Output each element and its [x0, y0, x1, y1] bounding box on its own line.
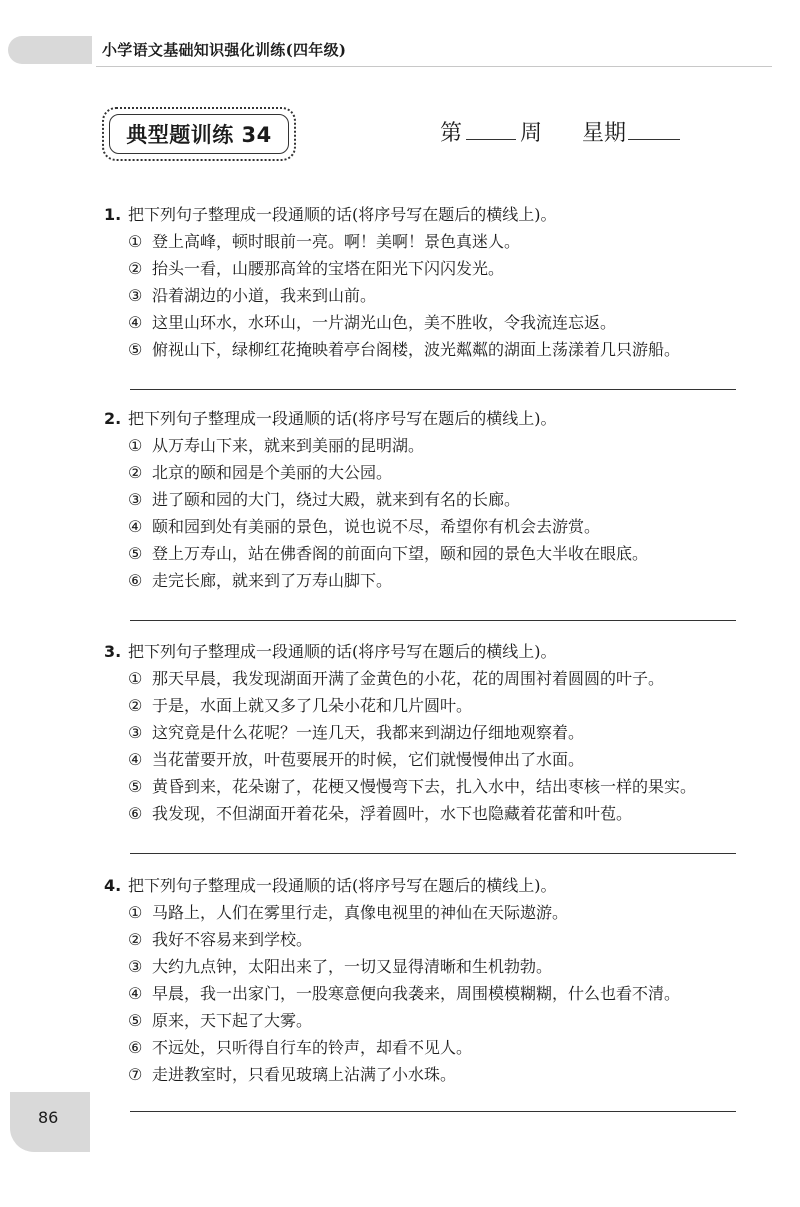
question-prompt	[104, 872, 680, 899]
list-item	[104, 255, 680, 282]
list-item	[104, 953, 680, 980]
list-item	[104, 1034, 680, 1061]
list-item	[104, 567, 648, 594]
question-text: 把下列句子整理成一段通顺的话(将序号写在题后的横线上)。	[128, 409, 557, 428]
item-text: 不远处，只听得自行车的铃声，却看不见人。	[152, 1038, 473, 1057]
week-label: 周	[520, 121, 543, 146]
question-prompt	[104, 638, 696, 665]
answer-line-3[interactable]	[130, 853, 736, 854]
list-item	[104, 1061, 680, 1088]
list-item	[104, 309, 680, 336]
answer-line-2[interactable]	[130, 620, 736, 621]
list-item	[104, 980, 680, 1007]
item-text: 走完长廊，就来到了万寿山脚下。	[152, 571, 393, 590]
item-marker: ⑤	[128, 777, 143, 796]
week-date-field	[440, 116, 680, 147]
item-marker: ①	[128, 669, 143, 688]
item-text: 北京的颐和园是个美丽的大公园。	[152, 463, 393, 482]
item-marker: ③	[128, 490, 143, 509]
list-item	[104, 899, 680, 926]
list-item	[104, 746, 696, 773]
item-text: 抬头一看，山腰那高耸的宝塔在阳光下闪闪发光。	[152, 259, 505, 278]
item-text: 进了颐和园的大门，绕过大殿，就来到有名的长廊。	[152, 490, 521, 509]
item-text: 从万寿山下来，就来到美丽的昆明湖。	[152, 436, 425, 455]
question-number: 2.	[104, 409, 122, 428]
question-3	[104, 638, 696, 827]
question-text: 把下列句子整理成一段通顺的话(将序号写在题后的横线上)。	[128, 876, 557, 895]
item-text: 当花蕾要开放，叶苞要展开的时候，它们就慢慢伸出了水面。	[152, 750, 585, 769]
question-prompt	[104, 405, 648, 432]
item-marker: ④	[128, 517, 143, 536]
item-marker: ①	[128, 903, 143, 922]
list-item	[104, 459, 648, 486]
weekday-blank[interactable]	[628, 117, 680, 140]
item-text: 俯视山下，绿柳红花掩映着亭台阁楼，波光粼粼的湖面上荡漾着几只游船。	[152, 340, 681, 359]
item-marker: ⑥	[128, 804, 143, 823]
question-number: 3.	[104, 642, 122, 661]
list-item	[104, 228, 680, 255]
question-number: 1.	[104, 205, 122, 224]
item-text: 登上万寿山，站在佛香阁的前面向下望，颐和园的景色大半收在眼底。	[152, 544, 649, 563]
answer-line-1[interactable]	[130, 389, 736, 390]
item-marker: ⑤	[128, 544, 143, 563]
page-number: 86	[38, 1108, 59, 1127]
item-marker: ④	[128, 984, 143, 1003]
week-prefix: 第	[440, 121, 463, 146]
question-4	[104, 872, 680, 1088]
item-text: 马路上，人们在雾里行走，真像电视里的神仙在天际遨游。	[152, 903, 569, 922]
list-item	[104, 336, 680, 363]
item-text: 于是，水面上就又多了几朵小花和几片圆叶。	[152, 696, 473, 715]
list-item	[104, 773, 696, 800]
item-marker: ⑤	[128, 1011, 143, 1030]
list-item	[104, 1007, 680, 1034]
item-marker: ⑥	[128, 1038, 143, 1057]
item-marker: ③	[128, 723, 143, 742]
item-text: 这究竟是什么花呢？一连几天，我都来到湖边仔细地观察着。	[152, 723, 585, 742]
header-divider	[96, 66, 772, 67]
list-item	[104, 692, 696, 719]
item-text: 早晨，我一出家门，一股寒意便向我袭来，周围模模糊糊，什么也看不清。	[152, 984, 681, 1003]
list-item	[104, 719, 696, 746]
item-text: 黄昏到来，花朵谢了，花梗又慢慢弯下去，扎入水中，结出枣核一样的果实。	[152, 777, 697, 796]
item-marker: ⑥	[128, 571, 143, 590]
item-marker: ②	[128, 696, 143, 715]
item-text: 登上高峰，顿时眼前一亮。啊！美啊！景色真迷人。	[152, 232, 521, 251]
item-marker: ④	[128, 313, 143, 332]
item-marker: ②	[128, 930, 143, 949]
question-text: 把下列句子整理成一段通顺的话(将序号写在题后的横线上)。	[128, 642, 557, 661]
book-title: 小学语文基础知识强化训练(四年级)	[102, 41, 347, 59]
list-item	[104, 540, 648, 567]
item-text: 沿着湖边的小道，我来到山前。	[152, 286, 377, 305]
question-prompt	[104, 201, 680, 228]
item-marker: ③	[128, 286, 143, 305]
list-item	[104, 800, 696, 827]
question-text: 把下列句子整理成一段通顺的话(将序号写在题后的横线上)。	[128, 205, 557, 224]
answer-line-4[interactable]	[130, 1111, 736, 1112]
header-tab-decoration	[8, 36, 92, 64]
list-item	[104, 926, 680, 953]
item-text: 这里山环水，水环山，一片湖光山色，美不胜收，令我流连忘返。	[152, 313, 617, 332]
section-title: 典型题训练 34	[126, 123, 272, 147]
item-marker: ⑤	[128, 340, 143, 359]
item-marker: ③	[128, 957, 143, 976]
list-item	[104, 513, 648, 540]
question-number: 4.	[104, 876, 122, 895]
item-marker: ②	[128, 259, 143, 278]
question-2	[104, 405, 648, 594]
item-text: 那天早晨，我发现湖面开满了金黄色的小花，花的周围衬着圆圆的叶子。	[152, 669, 665, 688]
item-text: 原来，天下起了大雾。	[152, 1011, 313, 1030]
item-marker: ①	[128, 232, 143, 251]
item-marker: ②	[128, 463, 143, 482]
list-item	[104, 282, 680, 309]
question-1	[104, 201, 680, 363]
list-item	[104, 432, 648, 459]
item-text: 走进教室时，只看见玻璃上沾满了小水珠。	[152, 1065, 457, 1084]
weekday-label: 星期	[582, 121, 627, 146]
item-marker: ④	[128, 750, 143, 769]
item-text: 大约九点钟，太阳出来了，一切又显得清晰和生机勃勃。	[152, 957, 553, 976]
section-title-inner-frame	[109, 114, 289, 154]
item-text: 颐和园到处有美丽的景色，说也说不尽，希望你有机会去游赏。	[152, 517, 601, 536]
section-title-frame	[102, 107, 296, 161]
item-text: 我好不容易来到学校。	[152, 930, 313, 949]
week-number-blank[interactable]	[466, 117, 516, 140]
item-marker: ①	[128, 436, 143, 455]
item-marker: ⑦	[128, 1065, 143, 1084]
item-text: 我发现，不但湖面开着花朵，浮着圆叶，水下也隐藏着花蕾和叶苞。	[152, 804, 633, 823]
list-item	[104, 665, 696, 692]
list-item	[104, 486, 648, 513]
